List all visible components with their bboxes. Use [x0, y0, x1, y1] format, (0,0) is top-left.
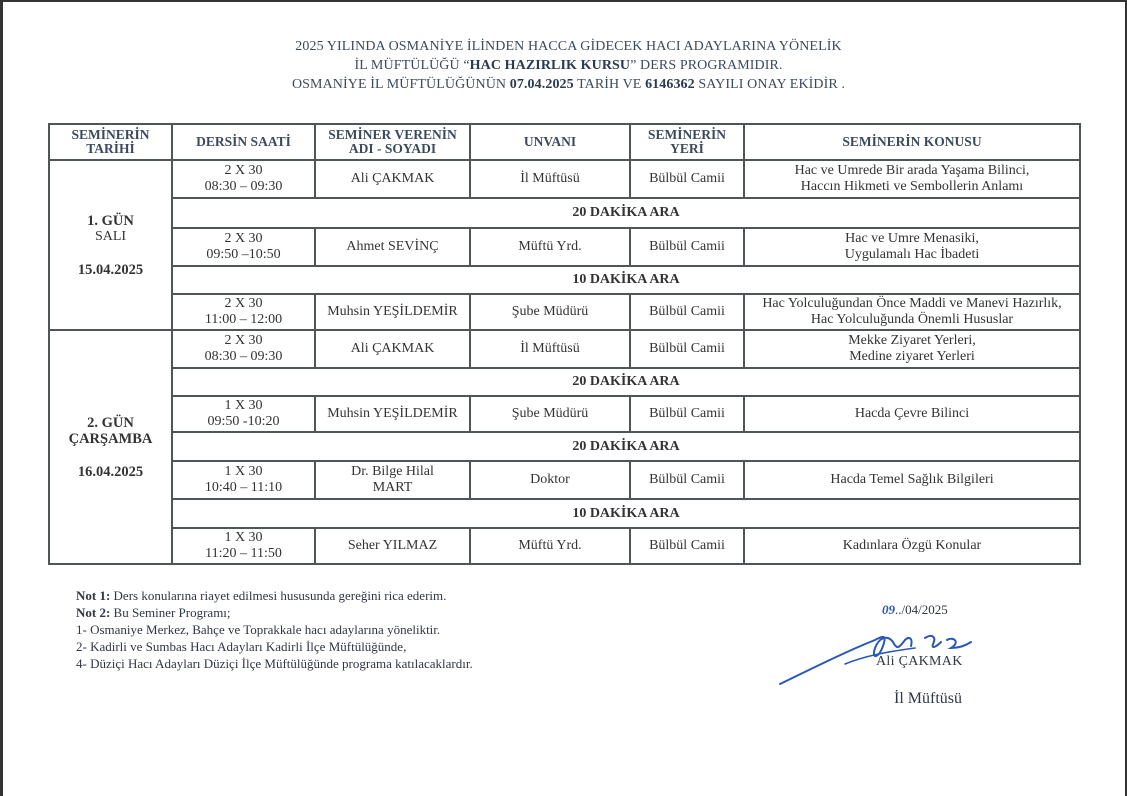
col-header-place — [630, 124, 744, 160]
seminar-topic — [744, 228, 1080, 266]
header-line-2 — [0, 56, 1127, 75]
seminar-place: Bülbül Camii — [630, 330, 744, 368]
col-header-date-a: SEMİNERİN — [71, 127, 150, 142]
break-row — [49, 368, 1080, 396]
note-item: 2- Kadirli ve Sumbas Hacı Adayları Kadirli İlçe Müftülüğünde, — [76, 639, 407, 654]
speaker-title: İl Müftüsü — [470, 160, 630, 198]
col-header-time: DERSİN SAATİ — [172, 124, 315, 160]
topic-line-1: Mekke Ziyaret Yerleri, — [848, 333, 976, 348]
day-2-label: 2. GÜN — [87, 414, 134, 431]
table-row — [49, 528, 1080, 564]
speaker-title: Müftü Yrd. — [470, 228, 630, 266]
lesson-hours: 10:40 – 11:10 — [204, 480, 283, 495]
lesson-hours: 09:50 –10:50 — [206, 247, 281, 262]
day-2-date: 16.04.2025 — [77, 463, 144, 480]
header-line-2-post: ” DERS PROGRAMIDIR. — [630, 58, 783, 73]
note-1-text: Ders konularına riayet edilmesi hususunda gereğini rica ederim. — [110, 588, 447, 603]
col-header-date — [49, 124, 172, 160]
header-line-3-post: SAYILI ONAY EKİDİR . — [694, 77, 846, 92]
notes-block — [76, 587, 473, 672]
note-item: 4- Düziçi Hacı Adayları Düziçi İlçe Müftülüğünde programa katılacaklardır. — [76, 656, 473, 671]
col-header-speaker-b: ADI - SOYADI — [348, 141, 437, 156]
break-row — [49, 432, 1080, 461]
day-2-weekday: ÇARŞAMBA — [68, 430, 153, 447]
break-row — [49, 499, 1080, 528]
lesson-count: 2 X 30 — [224, 163, 263, 178]
lesson-hours: 11:00 – 12:00 — [204, 312, 283, 327]
col-header-date-b: TARİHİ — [86, 141, 135, 156]
header-line-3 — [0, 75, 1127, 94]
table-header-row — [49, 124, 1080, 160]
note-1 — [76, 587, 473, 604]
lesson-count: 2 X 30 — [224, 296, 263, 311]
day-1-weekday: SALI — [94, 228, 127, 244]
lesson-time — [172, 396, 315, 432]
day-1-date: 15.04.2025 — [77, 261, 144, 278]
speaker-name-line-1: Dr. Bilge Hilal — [351, 464, 434, 479]
lesson-time — [172, 228, 315, 266]
lesson-count: 1 X 30 — [224, 464, 263, 479]
seminar-place: Bülbül Camii — [630, 228, 744, 266]
lesson-time — [172, 160, 315, 198]
lesson-hours: 09:50 -10:20 — [207, 414, 280, 429]
col-header-speaker-a: SEMİNER VERENİN — [328, 127, 457, 142]
speaker-name — [315, 461, 470, 499]
speaker-name: Ali ÇAKMAK — [315, 160, 470, 198]
seminar-topic: Hacda Temel Sağlık Bilgileri — [744, 461, 1080, 499]
speaker-name: Seher YILMAZ — [315, 528, 470, 564]
seminar-place: Bülbül Camii — [630, 396, 744, 432]
topic-line-1: Hac ve Umre Menasiki, — [845, 231, 979, 246]
signer-name: Ali ÇAKMAK — [876, 654, 963, 669]
lesson-time — [172, 461, 315, 499]
table-row — [49, 396, 1080, 432]
lesson-time — [172, 294, 315, 330]
page-border-left — [0, 0, 3, 796]
handwritten-signature — [775, 612, 975, 692]
speaker-name-line-2: MART — [372, 480, 413, 495]
break-row — [49, 266, 1080, 294]
lesson-count: 2 X 30 — [224, 333, 263, 348]
col-header-title: UNVANI — [470, 124, 630, 160]
col-header-place-a: SEMİNERİN — [647, 127, 726, 142]
lesson-hours: 11:20 – 11:50 — [205, 546, 282, 561]
seminar-topic — [744, 294, 1080, 330]
table-row — [49, 294, 1080, 330]
topic-line-1: Hac Yolculuğundan Önce Maddi ve Manevi Hazırlık, — [762, 296, 1062, 311]
lesson-time — [172, 528, 315, 564]
signer-title: İl Müftüsü — [894, 690, 962, 707]
lesson-count: 1 X 30 — [224, 398, 263, 413]
topic-line-2: Medine ziyaret Yerleri — [849, 349, 975, 364]
topic-line-2: Uygulamalı Hac İbadeti — [844, 247, 980, 262]
speaker-title: Şube Müdürü — [470, 396, 630, 432]
note-item: 1- Osmaniye Merkez, Bahçe ve Toprakkale hacı adaylarına yöneliktir. — [76, 622, 441, 637]
seminar-topic — [744, 330, 1080, 368]
speaker-name: Ali ÇAKMAK — [315, 330, 470, 368]
seminar-place: Bülbül Camii — [630, 160, 744, 198]
lesson-hours: 08:30 – 09:30 — [204, 179, 283, 194]
speaker-title: Müftü Yrd. — [470, 528, 630, 564]
table-row — [49, 330, 1080, 368]
topic-line-2: Haccın Hikmeti ve Sembollerin Anlamı — [800, 179, 1024, 194]
break-label: 20 DAKİKA ARA — [172, 368, 1080, 396]
col-header-topic: SEMİNERİN KONUSU — [744, 124, 1080, 160]
header-line-1: 2025 YILINDA OSMANİYE İLİNDEN HACCA GİDECEK HACI ADAYLARINA YÖNELİK — [295, 39, 842, 54]
day-2-cell — [49, 330, 172, 564]
break-label: 10 DAKİKA ARA — [172, 499, 1080, 528]
speaker-name: Muhsin YEŞİLDEMİR — [315, 396, 470, 432]
approval-number: 6146362 — [645, 77, 695, 92]
seminar-place: Bülbül Camii — [630, 461, 744, 499]
note-1-label: Not 1: — [76, 588, 111, 603]
seminar-topic: Kadınlara Özgü Konular — [744, 528, 1080, 564]
col-header-place-b: YERİ — [670, 141, 704, 156]
note-2 — [76, 604, 473, 621]
seminar-place: Bülbül Camii — [630, 294, 744, 330]
lesson-count: 2 X 30 — [224, 231, 263, 246]
lesson-count: 1 X 30 — [224, 530, 263, 545]
break-row — [49, 198, 1080, 228]
signature-date-printed: ../04/2025 — [895, 602, 948, 617]
approval-date: 07.04.2025 — [509, 77, 574, 92]
table-row — [49, 461, 1080, 499]
schedule-table — [48, 123, 1081, 565]
document-header — [0, 37, 1127, 94]
table-row — [49, 228, 1080, 266]
seminar-topic — [744, 160, 1080, 198]
lesson-hours: 08:30 – 09:30 — [204, 349, 283, 364]
speaker-title: Şube Müdürü — [470, 294, 630, 330]
page-border-top — [0, 0, 1127, 2]
note-2-text: Bu Seminer Programı; — [110, 605, 231, 620]
speaker-title: Doktor — [470, 461, 630, 499]
header-line-2-pre: İL MÜFTÜLÜĞÜ “ — [354, 58, 470, 73]
break-label: 20 DAKİKA ARA — [172, 432, 1080, 461]
col-header-speaker — [315, 124, 470, 160]
speaker-name: Ahmet SEVİNÇ — [315, 228, 470, 266]
seminar-place: Bülbül Camii — [630, 528, 744, 564]
topic-line-1: Hac ve Umrede Bir arada Yaşama Bilinci, — [794, 163, 1030, 178]
signature-date-handwritten: 09 — [882, 602, 895, 617]
header-line-3-mid: TARİH VE — [573, 77, 646, 92]
course-name: HAC HAZIRLIK KURSU — [469, 58, 631, 73]
note-2-label: Not 2: — [76, 605, 111, 620]
break-label: 10 DAKİKA ARA — [172, 266, 1080, 294]
speaker-name: Muhsin YEŞİLDEMİR — [315, 294, 470, 330]
break-label: 20 DAKİKA ARA — [172, 198, 1080, 228]
day-1-cell — [49, 160, 172, 330]
seminar-topic: Hacda Çevre Bilinci — [744, 396, 1080, 432]
lesson-time — [172, 330, 315, 368]
header-line-3-pre: OSMANİYE İL MÜFTÜLÜĞÜNÜN — [291, 77, 510, 92]
speaker-title: İl Müftüsü — [470, 330, 630, 368]
day-1-label: 1. GÜN — [87, 212, 134, 229]
table-row — [49, 160, 1080, 198]
topic-line-2: Hac Yolculuğunda Önemli Hususlar — [810, 312, 1014, 327]
